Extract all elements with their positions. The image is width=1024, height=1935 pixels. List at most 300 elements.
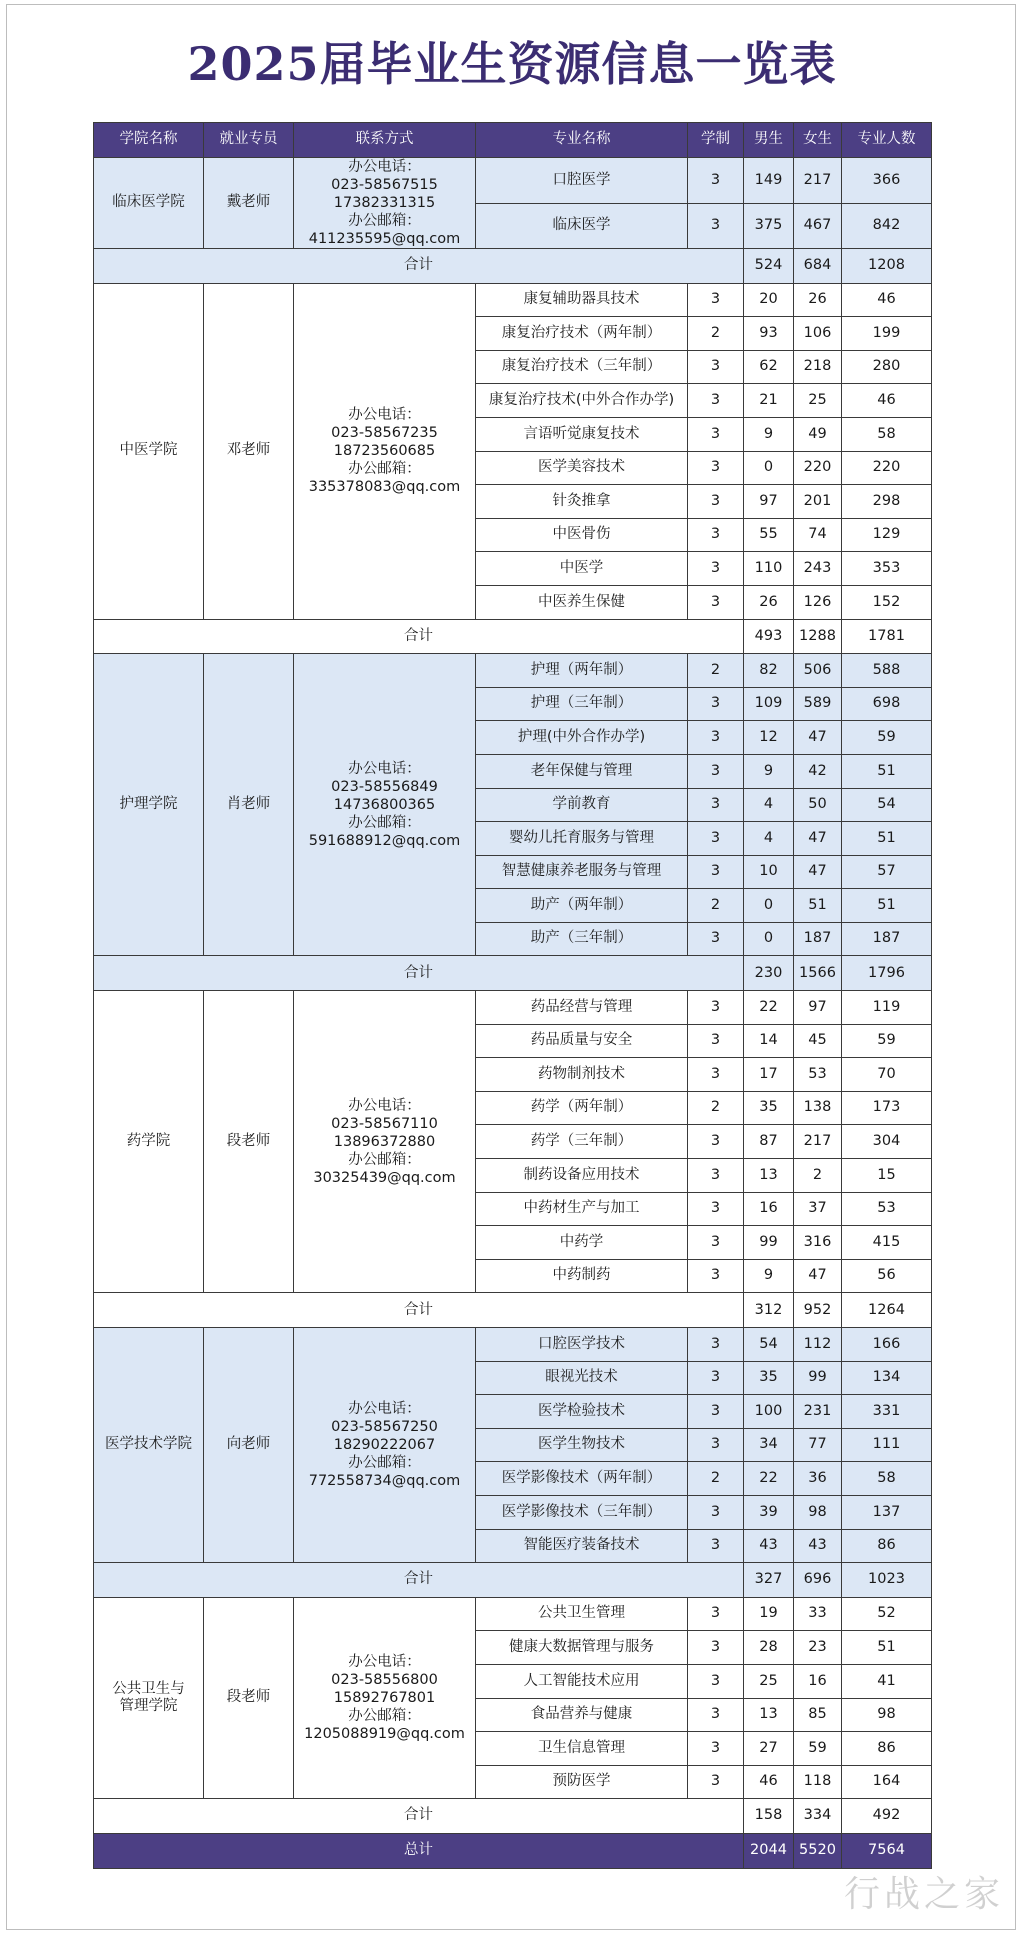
total-cell: 51 (842, 754, 932, 788)
female-cell: 51 (794, 889, 842, 923)
officer-cell: 邓老师 (204, 283, 294, 619)
major-cell: 医学影像技术（三年制） (476, 1495, 688, 1529)
major-cell: 智慧健康养老服务与管理 (476, 855, 688, 889)
subtotal-count: 1023 (842, 1563, 932, 1598)
male-cell: 17 (744, 1058, 794, 1092)
male-cell: 22 (744, 991, 794, 1025)
total-cell: 187 (842, 922, 932, 956)
female-cell: 97 (794, 991, 842, 1025)
years-cell: 3 (688, 687, 744, 721)
years-cell: 2 (688, 1091, 744, 1125)
male-cell: 0 (744, 451, 794, 485)
phone-label: 办公电话： (348, 1097, 421, 1114)
years-cell: 3 (688, 1395, 744, 1429)
years-cell: 3 (688, 1058, 744, 1092)
female-cell: 37 (794, 1192, 842, 1226)
college-name-cell: 临床医学院 (94, 158, 204, 249)
contact-cell (294, 283, 476, 619)
female-cell: 231 (794, 1395, 842, 1429)
major-cell: 食品营养与健康 (476, 1698, 688, 1732)
years-cell: 3 (688, 1664, 744, 1698)
major-cell: 康复治疗技术(中外合作办学) (476, 384, 688, 418)
major-cell: 医学检验技术 (476, 1395, 688, 1429)
major-cell: 药品质量与安全 (476, 1024, 688, 1058)
table-row (94, 1597, 932, 1631)
email-label: 办公邮箱： (348, 1455, 421, 1472)
subtotal-row (94, 1563, 932, 1598)
female-cell: 106 (794, 317, 842, 351)
major-cell: 卫生信息管理 (476, 1732, 688, 1766)
major-cell: 口腔医学技术 (476, 1328, 688, 1362)
mobile-phone: 18290222067 (333, 1437, 436, 1454)
major-cell: 眼视光技术 (476, 1361, 688, 1395)
years-cell: 3 (688, 1159, 744, 1193)
male-cell: 46 (744, 1765, 794, 1799)
years-cell: 3 (688, 451, 744, 485)
male-cell: 14 (744, 1024, 794, 1058)
female-cell: 217 (794, 1125, 842, 1159)
major-cell: 药品经营与管理 (476, 991, 688, 1025)
total-cell: 353 (842, 552, 932, 586)
subtotal-male: 524 (744, 249, 794, 284)
page-title: 2025届毕业生资源信息一览表 (187, 37, 837, 91)
header-major: 专业名称 (476, 123, 688, 158)
contact-cell (294, 654, 476, 956)
major-cell: 针灸推拿 (476, 485, 688, 519)
subtotal-male: 312 (744, 1293, 794, 1328)
mobile-phone: 13896372880 (333, 1133, 436, 1150)
total-cell: 415 (842, 1226, 932, 1260)
total-cell: 46 (842, 384, 932, 418)
female-cell: 47 (794, 1259, 842, 1293)
female-cell: 99 (794, 1361, 842, 1395)
male-cell: 97 (744, 485, 794, 519)
female-cell: 217 (794, 158, 842, 204)
male-cell: 27 (744, 1732, 794, 1766)
grand-total-label: 总计 (94, 1833, 744, 1868)
female-cell: 23 (794, 1631, 842, 1665)
years-cell: 3 (688, 855, 744, 889)
office-email: 591688912@qq.com (308, 832, 461, 849)
subtotal-female: 696 (794, 1563, 842, 1598)
years-cell: 3 (688, 1529, 744, 1563)
major-cell: 药学（三年制） (476, 1125, 688, 1159)
male-cell: 87 (744, 1125, 794, 1159)
office-phone: 023-58556800 (331, 1672, 438, 1689)
contact-cell (294, 1597, 476, 1799)
female-cell: 59 (794, 1732, 842, 1766)
female-cell: 118 (794, 1765, 842, 1799)
female-cell: 26 (794, 283, 842, 317)
header-contact: 联系方式 (294, 123, 476, 158)
officer-cell: 戴老师 (204, 158, 294, 249)
years-cell: 3 (688, 1765, 744, 1799)
table-row (94, 1328, 932, 1362)
total-cell: 59 (842, 1024, 932, 1058)
female-cell: 243 (794, 552, 842, 586)
total-cell: 173 (842, 1091, 932, 1125)
male-cell: 12 (744, 721, 794, 755)
major-cell: 健康大数据管理与服务 (476, 1631, 688, 1665)
male-cell: 35 (744, 1361, 794, 1395)
female-cell: 98 (794, 1495, 842, 1529)
years-cell: 3 (688, 283, 744, 317)
office-phone: 023-58567250 (331, 1419, 438, 1436)
male-cell: 100 (744, 1395, 794, 1429)
total-cell: 111 (842, 1428, 932, 1462)
subtotal-female: 1566 (794, 956, 842, 991)
female-cell: 220 (794, 451, 842, 485)
male-cell: 93 (744, 317, 794, 351)
female-cell: 112 (794, 1328, 842, 1362)
major-cell: 预防医学 (476, 1765, 688, 1799)
years-cell: 3 (688, 585, 744, 619)
years-cell: 3 (688, 788, 744, 822)
total-cell: 119 (842, 991, 932, 1025)
contact-cell (294, 991, 476, 1293)
major-cell: 中药学 (476, 1226, 688, 1260)
subtotal-count: 492 (842, 1799, 932, 1834)
contact-cell (294, 158, 476, 249)
major-cell: 中药材生产与加工 (476, 1192, 688, 1226)
female-cell: 45 (794, 1024, 842, 1058)
total-cell: 86 (842, 1529, 932, 1563)
subtotal-male: 230 (744, 956, 794, 991)
female-cell: 43 (794, 1529, 842, 1563)
phone-label: 办公电话： (348, 1654, 421, 1671)
office-email: 1205088919@qq.com (304, 1726, 465, 1743)
college-name-cell: 中医学院 (94, 283, 204, 619)
years-cell: 2 (688, 1462, 744, 1496)
total-cell: 51 (842, 889, 932, 923)
subtotal-label: 合计 (94, 249, 744, 284)
years-cell: 3 (688, 1631, 744, 1665)
years-cell: 3 (688, 552, 744, 586)
table-body (94, 158, 932, 1834)
total-cell: 56 (842, 1259, 932, 1293)
male-cell: 21 (744, 384, 794, 418)
header-male: 男生 (744, 123, 794, 158)
male-cell: 39 (744, 1495, 794, 1529)
subtotal-row (94, 249, 932, 284)
years-cell: 3 (688, 1732, 744, 1766)
major-cell: 医学生物技术 (476, 1428, 688, 1462)
major-cell: 医学美容技术 (476, 451, 688, 485)
total-cell: 46 (842, 283, 932, 317)
major-cell: 临床医学 (476, 203, 688, 249)
subtotal-row (94, 1293, 932, 1328)
total-cell: 137 (842, 1495, 932, 1529)
subtotal-count: 1208 (842, 249, 932, 284)
office-phone: 023-58567110 (331, 1115, 438, 1132)
phone-label: 办公电话： (348, 760, 421, 777)
grand-total-female: 5520 (794, 1833, 842, 1868)
major-cell: 护理(中外合作办学) (476, 721, 688, 755)
grand-total-count: 7564 (842, 1833, 932, 1868)
office-email: 411235595@qq.com (308, 231, 461, 247)
major-cell: 中医养生保健 (476, 585, 688, 619)
years-cell: 3 (688, 1328, 744, 1362)
total-cell: 152 (842, 585, 932, 619)
total-cell: 588 (842, 654, 932, 688)
mobile-phone: 15892767801 (333, 1690, 436, 1707)
female-cell: 467 (794, 203, 842, 249)
male-cell: 22 (744, 1462, 794, 1496)
major-cell: 中医学 (476, 552, 688, 586)
female-cell: 42 (794, 754, 842, 788)
total-cell: 199 (842, 317, 932, 351)
header-officer: 就业专员 (204, 123, 294, 158)
total-cell: 366 (842, 158, 932, 204)
female-cell: 126 (794, 585, 842, 619)
years-cell: 2 (688, 654, 744, 688)
officer-cell: 段老师 (204, 991, 294, 1293)
female-cell: 25 (794, 384, 842, 418)
email-label: 办公邮箱： (348, 213, 421, 229)
male-cell: 28 (744, 1631, 794, 1665)
major-cell: 人工智能技术应用 (476, 1664, 688, 1698)
total-cell: 51 (842, 1631, 932, 1665)
subtotal-count: 1796 (842, 956, 932, 991)
major-cell: 公共卫生管理 (476, 1597, 688, 1631)
total-cell: 164 (842, 1765, 932, 1799)
subtotal-male: 158 (744, 1799, 794, 1834)
female-cell: 589 (794, 687, 842, 721)
subtotal-row (94, 956, 932, 991)
female-cell: 218 (794, 350, 842, 384)
male-cell: 9 (744, 417, 794, 451)
total-cell: 58 (842, 417, 932, 451)
male-cell: 149 (744, 158, 794, 204)
total-cell: 842 (842, 203, 932, 249)
college-name-cell: 药学院 (94, 991, 204, 1293)
male-cell: 13 (744, 1698, 794, 1732)
female-cell: 47 (794, 855, 842, 889)
male-cell: 375 (744, 203, 794, 249)
officer-cell: 向老师 (204, 1328, 294, 1563)
major-cell: 学前教育 (476, 788, 688, 822)
officer-cell: 段老师 (204, 1597, 294, 1799)
header-female: 女生 (794, 123, 842, 158)
total-cell: 41 (842, 1664, 932, 1698)
officer-cell: 肖老师 (204, 654, 294, 956)
contact-cell (294, 1328, 476, 1563)
table-row (94, 654, 932, 688)
total-cell: 304 (842, 1125, 932, 1159)
years-cell: 3 (688, 485, 744, 519)
years-cell: 3 (688, 417, 744, 451)
years-cell: 3 (688, 203, 744, 249)
total-cell: 166 (842, 1328, 932, 1362)
female-cell: 74 (794, 518, 842, 552)
email-label: 办公邮箱： (348, 1151, 421, 1168)
header-years: 学制 (688, 123, 744, 158)
mobile-phone: 17382331315 (333, 195, 436, 211)
male-cell: 99 (744, 1226, 794, 1260)
years-cell: 3 (688, 1428, 744, 1462)
years-cell: 3 (688, 1698, 744, 1732)
years-cell: 3 (688, 384, 744, 418)
male-cell: 25 (744, 1664, 794, 1698)
female-cell: 506 (794, 654, 842, 688)
header-college: 学院名称 (94, 123, 204, 158)
subtotal-label: 合计 (94, 1799, 744, 1834)
office-phone: 023-58567235 (331, 425, 438, 442)
total-cell: 70 (842, 1058, 932, 1092)
male-cell: 20 (744, 283, 794, 317)
major-cell: 助产（两年制） (476, 889, 688, 923)
years-cell: 3 (688, 991, 744, 1025)
years-cell: 3 (688, 754, 744, 788)
female-cell: 201 (794, 485, 842, 519)
male-cell: 4 (744, 788, 794, 822)
male-cell: 55 (744, 518, 794, 552)
male-cell: 0 (744, 922, 794, 956)
total-cell: 59 (842, 721, 932, 755)
subtotal-female: 334 (794, 1799, 842, 1834)
years-cell: 3 (688, 1597, 744, 1631)
email-label: 办公邮箱： (348, 1708, 421, 1725)
years-cell: 2 (688, 889, 744, 923)
female-cell: 16 (794, 1664, 842, 1698)
years-cell: 3 (688, 1125, 744, 1159)
total-cell: 51 (842, 822, 932, 856)
years-cell: 3 (688, 1361, 744, 1395)
major-cell: 口腔医学 (476, 158, 688, 204)
email-label: 办公邮箱： (348, 461, 421, 478)
subtotal-count: 1264 (842, 1293, 932, 1328)
years-cell: 3 (688, 1192, 744, 1226)
years-cell: 3 (688, 1226, 744, 1260)
male-cell: 0 (744, 889, 794, 923)
male-cell: 110 (744, 552, 794, 586)
subtotal-label: 合计 (94, 619, 744, 654)
subtotal-row (94, 619, 932, 654)
table-row (94, 158, 932, 204)
major-cell: 中医骨伤 (476, 518, 688, 552)
phone-label: 办公电话： (348, 407, 421, 424)
total-cell: 57 (842, 855, 932, 889)
female-cell: 316 (794, 1226, 842, 1260)
years-cell: 3 (688, 158, 744, 204)
major-cell: 智能医疗装备技术 (476, 1529, 688, 1563)
female-cell: 49 (794, 417, 842, 451)
male-cell: 62 (744, 350, 794, 384)
female-cell: 2 (794, 1159, 842, 1193)
total-cell: 54 (842, 788, 932, 822)
mobile-phone: 18723560685 (333, 443, 436, 460)
office-email: 30325439@qq.com (313, 1169, 456, 1186)
college-name-cell: 公共卫生与 管理学院 (94, 1597, 204, 1799)
header-total: 专业人数 (842, 123, 932, 158)
college-name-cell: 护理学院 (94, 654, 204, 956)
total-cell: 280 (842, 350, 932, 384)
major-cell: 言语听觉康复技术 (476, 417, 688, 451)
subtotal-label: 合计 (94, 1563, 744, 1598)
total-cell: 98 (842, 1698, 932, 1732)
table-row (94, 991, 932, 1025)
major-cell: 康复治疗技术（三年制） (476, 350, 688, 384)
subtotal-label: 合计 (94, 1293, 744, 1328)
male-cell: 43 (744, 1529, 794, 1563)
male-cell: 10 (744, 855, 794, 889)
subtotal-female: 1288 (794, 619, 842, 654)
major-cell: 药物制剂技术 (476, 1058, 688, 1092)
major-cell: 中药制药 (476, 1259, 688, 1293)
years-cell: 3 (688, 721, 744, 755)
subtotal-count: 1781 (842, 619, 932, 654)
subtotal-male: 327 (744, 1563, 794, 1598)
male-cell: 9 (744, 1259, 794, 1293)
years-cell: 3 (688, 1024, 744, 1058)
years-cell: 3 (688, 350, 744, 384)
male-cell: 9 (744, 754, 794, 788)
total-cell: 58 (842, 1462, 932, 1496)
total-cell: 698 (842, 687, 932, 721)
mobile-phone: 14736800365 (333, 796, 436, 813)
years-cell: 3 (688, 922, 744, 956)
female-cell: 187 (794, 922, 842, 956)
grand-total-male: 2044 (744, 1833, 794, 1868)
female-cell: 47 (794, 822, 842, 856)
total-cell: 220 (842, 451, 932, 485)
male-cell: 19 (744, 1597, 794, 1631)
office-email: 335378083@qq.com (308, 479, 461, 496)
female-cell: 47 (794, 721, 842, 755)
total-cell: 298 (842, 485, 932, 519)
years-cell: 2 (688, 317, 744, 351)
female-cell: 77 (794, 1428, 842, 1462)
years-cell: 3 (688, 518, 744, 552)
major-cell: 老年保健与管理 (476, 754, 688, 788)
office-phone: 023-58567515 (331, 177, 438, 193)
male-cell: 13 (744, 1159, 794, 1193)
subtotal-female: 684 (794, 249, 842, 284)
table-row (94, 283, 932, 317)
female-cell: 138 (794, 1091, 842, 1125)
male-cell: 109 (744, 687, 794, 721)
major-cell: 医学影像技术（两年制） (476, 1462, 688, 1496)
female-cell: 85 (794, 1698, 842, 1732)
major-cell: 护理（三年制） (476, 687, 688, 721)
major-cell: 护理（两年制） (476, 654, 688, 688)
table-header-row (94, 123, 932, 158)
total-cell: 53 (842, 1192, 932, 1226)
subtotal-male: 493 (744, 619, 794, 654)
email-label: 办公邮箱： (348, 814, 421, 831)
major-cell: 康复治疗技术（两年制） (476, 317, 688, 351)
major-cell: 康复辅助器具技术 (476, 283, 688, 317)
major-cell: 药学（两年制） (476, 1091, 688, 1125)
total-cell: 331 (842, 1395, 932, 1429)
total-cell: 52 (842, 1597, 932, 1631)
total-cell: 86 (842, 1732, 932, 1766)
office-phone: 023-58556849 (331, 778, 438, 795)
female-cell: 36 (794, 1462, 842, 1496)
male-cell: 35 (744, 1091, 794, 1125)
total-cell: 134 (842, 1361, 932, 1395)
phone-label: 办公电话： (348, 159, 421, 175)
office-email: 772558734@qq.com (308, 1473, 461, 1490)
subtotal-label: 合计 (94, 956, 744, 991)
major-cell: 婴幼儿托育服务与管理 (476, 822, 688, 856)
phone-label: 办公电话： (348, 1401, 421, 1418)
major-cell: 助产（三年制） (476, 922, 688, 956)
college-name-cell: 医学技术学院 (94, 1328, 204, 1563)
total-cell: 15 (842, 1159, 932, 1193)
male-cell: 34 (744, 1428, 794, 1462)
male-cell: 54 (744, 1328, 794, 1362)
